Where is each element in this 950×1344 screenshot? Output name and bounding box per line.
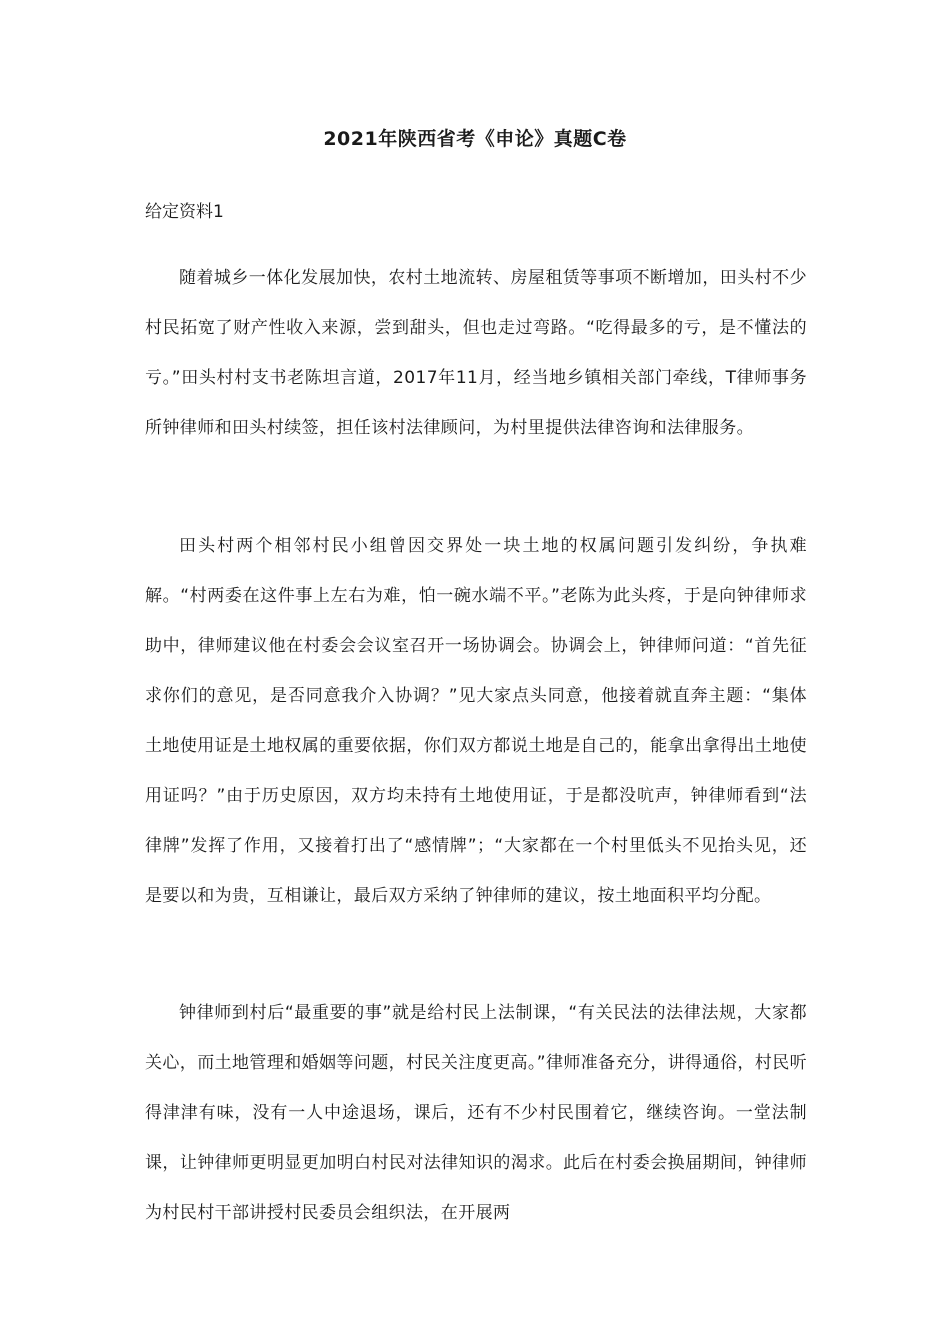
section-label: 给定资料1 — [145, 202, 224, 222]
paragraph-1: 随着城乡一体化发展加快，农村土地流转、房屋租赁等事项不断增加，田头村不少村民拓宽了财产性收入来源，尝到甜头，但也走过弯路。“吃得最多的亏，是不懂法的亏。”田头村村支书老陈坦言道，2017年11月，经当地乡镇相关部门牵线，T律师事务所钟律师和田头村续签，担任该村法律顾问，为村里提供法律咨询和法律服务。 — [145, 268, 807, 438]
paragraph-2: 田头村两个相邻村民小组曾因交界处一块土地的权属问题引发纠纷，争执难解。“村两委在这件事上左右为难，怕一碗水端不平。”老陈为此头疼，于是向钟律师求助中，律师建议他在村委会会议室召开一场协调会。协调会上，钟律师问道：“首先征求你们的意见，是否同意我介入协调？”见大家点头同意，他接着就直奔主题：“集体土地使用证是土地权属的重要依据，你们双方都说土地是自己的，能拿出拿得出土地使用证吗？”由于历史原因，双方均未持有土地使用证，于是都没吭声，钟律师看到“法律牌”发挥了作用，又接着打出了“感情牌”；“大家都在一个村里低头不见抬头见，还是要以和为贵，互相谦让，最后双方采纳了钟律师的建议，按土地面积平均分配。 — [145, 536, 807, 906]
paragraph-3: 钟律师到村后“最重要的事”就是给村民上法制课，“有关民法的法律法规，大家都关心，而土地管理和婚姻等问题，村民关注度更高。”律师准备充分，讲得通俗，村民听得津津有味，没有一人中途退场，课后，还有不少村民围着它，继续咨询。一堂法制课，让钟律师更明显更加明白村民对法律知识的渴求。此后在村委会换届期间，钟律师为村民村干部讲授村民委员会组织法，在开展两 — [145, 1003, 807, 1223]
document-title: 2021年陕西省考《申论》真题C卷 — [323, 128, 627, 150]
